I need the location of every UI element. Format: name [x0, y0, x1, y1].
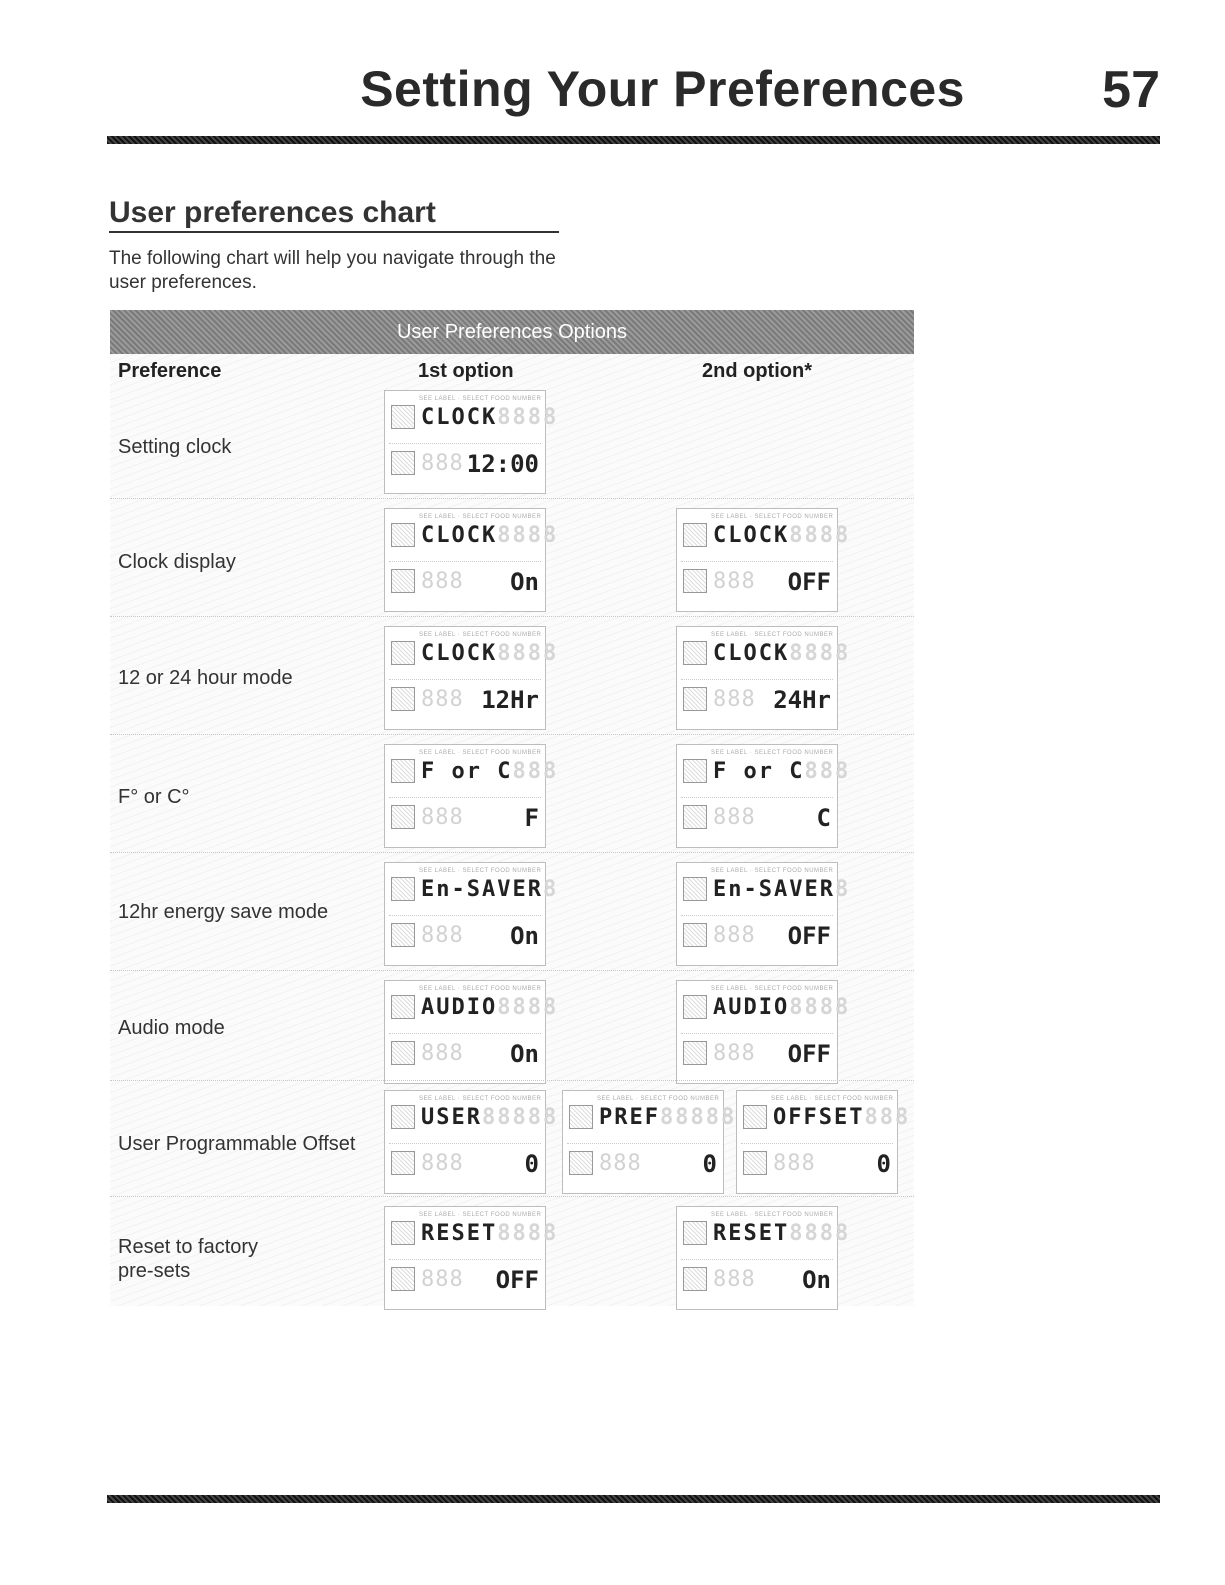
- lcd-display-panel: [676, 508, 851, 612]
- row-divider: [110, 1196, 914, 1197]
- lcd-top-band: [741, 1095, 911, 1144]
- lcd-label-text: SEE LABEL · SELECT FOOD NUMBER: [419, 1096, 542, 1102]
- lcd-label-text: SEE LABEL · SELECT FOOD NUMBER: [711, 868, 834, 874]
- lcd-top-text: CLOCK: [713, 523, 790, 548]
- oven-icon: [391, 923, 415, 947]
- lcd-display-panel: [384, 1206, 559, 1310]
- oven-icon: [391, 1105, 415, 1129]
- lcd-top-text: CLOCK: [421, 405, 498, 430]
- lcd-unlit-digits: 888: [599, 1151, 642, 1176]
- lcd-label-text: SEE LABEL · SELECT FOOD NUMBER: [771, 1096, 894, 1102]
- oven-icon: [743, 1105, 767, 1129]
- lcd-unlit-digits: 888: [713, 1041, 756, 1066]
- oven-icon: [569, 1151, 593, 1175]
- lcd-unlit-segments: 8888: [789, 1221, 851, 1246]
- oven-icon: [683, 877, 707, 901]
- chart-header: User Preferences Options: [110, 310, 914, 354]
- lcd-bottom-readout: OFF: [787, 922, 831, 950]
- lcd-top-band: [389, 1095, 559, 1144]
- lcd-top-text: RESET: [421, 1221, 498, 1246]
- lcd-bottom-readout: OFF: [787, 1040, 831, 1068]
- lcd-unlit-digits: 888: [421, 923, 464, 948]
- lcd-unlit-segments: 888: [864, 1105, 911, 1130]
- lcd-unlit-segments: 8888: [497, 405, 559, 430]
- lcd-label-text: SEE LABEL · SELECT FOOD NUMBER: [711, 986, 834, 992]
- oven-icon: [683, 805, 707, 829]
- lcd-top-text: CLOCK: [713, 641, 790, 666]
- preference-label: User Programmable Offset: [118, 1133, 356, 1155]
- lcd-unlit-segments: 88888: [659, 1105, 737, 1130]
- oven-icon: [391, 641, 415, 665]
- lcd-top-readout: [713, 995, 851, 1021]
- header-rule: [107, 136, 1160, 144]
- lcd-unlit-digits: 888: [421, 1041, 464, 1066]
- lcd-top-band: [389, 749, 559, 798]
- lcd-unlit-digits: 888: [713, 923, 756, 948]
- lcd-top-readout: [713, 641, 851, 667]
- oven-icon: [391, 995, 415, 1019]
- preference-label: 12hr energy save mode: [118, 901, 329, 923]
- oven-icon: [391, 1151, 415, 1175]
- lcd-top-band: [389, 631, 559, 680]
- lcd-top-readout: [421, 1221, 559, 1247]
- row-divider: [110, 616, 914, 617]
- lcd-top-readout: [599, 1105, 737, 1131]
- lcd-display-panel: [384, 1090, 559, 1194]
- lcd-bottom-readout: OFF: [787, 568, 831, 596]
- lcd-display-panel: [676, 980, 851, 1084]
- lcd-top-text: PREF: [599, 1105, 660, 1130]
- lcd-label-text: SEE LABEL · SELECT FOOD NUMBER: [419, 632, 542, 638]
- lcd-unlit-segments: 8888: [497, 641, 559, 666]
- page-header: [0, 60, 1160, 120]
- lcd-unlit-segments: 8888: [497, 1221, 559, 1246]
- oven-icon: [743, 1151, 767, 1175]
- lcd-top-readout: [713, 523, 851, 549]
- lcd-bottom-readout: 12Hr: [481, 686, 539, 714]
- lcd-display-panel: [384, 980, 559, 1084]
- lcd-unlit-segments: 8888: [497, 523, 559, 548]
- lcd-display-panel: [676, 744, 851, 848]
- lcd-display-panel: [384, 626, 559, 730]
- oven-icon: [391, 877, 415, 901]
- lcd-label-text: SEE LABEL · SELECT FOOD NUMBER: [711, 632, 834, 638]
- lcd-top-text: CLOCK: [421, 523, 498, 548]
- oven-icon: [683, 759, 707, 783]
- lcd-bottom-readout: On: [510, 922, 539, 950]
- lcd-top-band: [389, 513, 559, 562]
- lcd-display-panel: [384, 390, 559, 494]
- lcd-unlit-digits: 888: [421, 805, 464, 830]
- lcd-top-readout: [421, 995, 559, 1021]
- lcd-top-readout: [713, 877, 851, 903]
- lcd-unlit-segments: 8888: [789, 523, 851, 548]
- lcd-label-text: SEE LABEL · SELECT FOOD NUMBER: [419, 750, 542, 756]
- lcd-unlit-digits: 888: [421, 451, 464, 476]
- lcd-top-text: RESET: [713, 1221, 790, 1246]
- lcd-unlit-segments: 8888: [789, 995, 851, 1020]
- lcd-top-band: [681, 749, 851, 798]
- preference-label: Reset to factory pre-sets: [118, 1236, 259, 1282]
- oven-icon: [683, 523, 707, 547]
- lcd-top-band: [681, 985, 851, 1034]
- row-divider: [110, 498, 914, 499]
- lcd-top-band: [389, 867, 559, 916]
- lcd-top-text: AUDIO: [421, 995, 498, 1020]
- intro-text: The following chart will help you navigate through the user preferences.: [109, 248, 556, 293]
- row-divider: [110, 734, 914, 735]
- oven-icon: [391, 1267, 415, 1291]
- lcd-top-band: [389, 395, 559, 444]
- lcd-unlit-digits: 888: [713, 569, 756, 594]
- lcd-bottom-readout: 24Hr: [773, 686, 831, 714]
- lcd-label-text: SEE LABEL · SELECT FOOD NUMBER: [419, 514, 542, 520]
- lcd-unlit-digits: 888: [421, 687, 464, 712]
- lcd-top-band: [681, 1211, 851, 1260]
- oven-icon: [683, 641, 707, 665]
- lcd-unlit-segments: 88888: [481, 1105, 559, 1130]
- lcd-unlit-segments: 888: [512, 759, 559, 784]
- column-header-2nd-option: 2nd option*: [702, 360, 812, 382]
- lcd-bottom-readout: 0: [702, 1150, 717, 1178]
- lcd-label-text: SEE LABEL · SELECT FOOD NUMBER: [419, 986, 542, 992]
- preference-label: F° or C°: [118, 786, 190, 808]
- oven-icon: [683, 923, 707, 947]
- oven-icon: [391, 451, 415, 475]
- lcd-top-text: OFFSET: [773, 1105, 865, 1130]
- lcd-top-readout: [421, 1105, 559, 1131]
- oven-icon: [391, 1221, 415, 1245]
- preference-label: 12 or 24 hour mode: [118, 667, 293, 689]
- lcd-top-readout: [713, 1221, 851, 1247]
- preference-label: Setting clock: [118, 436, 232, 458]
- preference-label: Audio mode: [118, 1017, 225, 1039]
- lcd-top-band: [567, 1095, 737, 1144]
- lcd-label-text: SEE LABEL · SELECT FOOD NUMBER: [597, 1096, 720, 1102]
- lcd-top-text: CLOCK: [421, 641, 498, 666]
- oven-icon: [391, 687, 415, 711]
- oven-icon: [391, 1041, 415, 1065]
- lcd-top-readout: [713, 759, 851, 785]
- lcd-top-readout: [773, 1105, 911, 1131]
- lcd-display-panel: [384, 862, 559, 966]
- lcd-unlit-segments: 8888: [497, 995, 559, 1020]
- lcd-top-band: [389, 1211, 559, 1260]
- lcd-label-text: SEE LABEL · SELECT FOOD NUMBER: [711, 750, 834, 756]
- lcd-bottom-readout: On: [510, 1040, 539, 1068]
- footer-rule: [107, 1495, 1160, 1503]
- lcd-display-panel: [384, 508, 559, 612]
- lcd-bottom-readout: F: [524, 804, 539, 832]
- lcd-unlit-digits: 888: [421, 1267, 464, 1292]
- oven-icon: [683, 1267, 707, 1291]
- oven-icon: [391, 405, 415, 429]
- lcd-top-text: AUDIO: [713, 995, 790, 1020]
- row-divider: [110, 852, 914, 853]
- lcd-display-panel: [384, 744, 559, 848]
- lcd-bottom-readout: 12:00: [466, 450, 539, 478]
- lcd-label-text: SEE LABEL · SELECT FOOD NUMBER: [419, 1212, 542, 1218]
- lcd-bottom-readout: OFF: [495, 1266, 539, 1294]
- lcd-top-text: USER: [421, 1105, 482, 1130]
- oven-icon: [391, 523, 415, 547]
- user-preferences-chart: [110, 310, 914, 1306]
- lcd-top-readout: [421, 523, 559, 549]
- section-heading: User preferences chart: [109, 196, 559, 233]
- oven-icon: [391, 759, 415, 783]
- lcd-label-text: SEE LABEL · SELECT FOOD NUMBER: [711, 514, 834, 520]
- lcd-unlit-segments: 8888: [789, 641, 851, 666]
- lcd-unlit-segments: 888: [804, 759, 851, 784]
- lcd-top-text: En-SAVER: [713, 877, 835, 902]
- lcd-top-band: [681, 867, 851, 916]
- lcd-unlit-segments: 8: [542, 877, 559, 902]
- lcd-top-readout: [421, 641, 559, 667]
- lcd-unlit-segments: 8: [834, 877, 851, 902]
- oven-icon: [683, 1221, 707, 1245]
- lcd-display-panel: [676, 626, 851, 730]
- oven-icon: [391, 805, 415, 829]
- lcd-top-readout: [421, 759, 559, 785]
- lcd-top-band: [389, 985, 559, 1034]
- column-header-preference: Preference: [118, 360, 222, 382]
- row-divider: [110, 970, 914, 971]
- lcd-display-panel: [736, 1090, 911, 1194]
- oven-icon: [683, 687, 707, 711]
- lcd-bottom-readout: On: [802, 1266, 831, 1294]
- oven-icon: [683, 1041, 707, 1065]
- lcd-bottom-readout: 0: [876, 1150, 891, 1178]
- oven-icon: [683, 995, 707, 1019]
- lcd-bottom-readout: On: [510, 568, 539, 596]
- oven-icon: [569, 1105, 593, 1129]
- lcd-bottom-readout: 0: [524, 1150, 539, 1178]
- lcd-top-readout: [421, 877, 559, 903]
- lcd-unlit-digits: 888: [713, 805, 756, 830]
- lcd-label-text: SEE LABEL · SELECT FOOD NUMBER: [419, 396, 542, 402]
- lcd-top-text: F or C: [421, 759, 513, 784]
- oven-icon: [391, 569, 415, 593]
- lcd-display-panel: [676, 1206, 851, 1310]
- lcd-top-readout: [421, 405, 559, 431]
- lcd-label-text: SEE LABEL · SELECT FOOD NUMBER: [419, 868, 542, 874]
- lcd-unlit-digits: 888: [713, 1267, 756, 1292]
- column-header-1st-option: 1st option: [418, 360, 514, 382]
- page-title: Setting Your Preferences: [360, 61, 965, 117]
- lcd-top-band: [681, 631, 851, 680]
- lcd-display-panel: [676, 862, 851, 966]
- lcd-label-text: SEE LABEL · SELECT FOOD NUMBER: [711, 1212, 834, 1218]
- lcd-unlit-digits: 888: [421, 1151, 464, 1176]
- lcd-top-text: F or C: [713, 759, 805, 784]
- oven-icon: [683, 569, 707, 593]
- lcd-display-panel: [562, 1090, 737, 1194]
- row-divider: [110, 1080, 914, 1081]
- lcd-top-text: En-SAVER: [421, 877, 543, 902]
- lcd-bottom-readout: C: [816, 804, 831, 832]
- lcd-top-band: [681, 513, 851, 562]
- lcd-unlit-digits: 888: [773, 1151, 816, 1176]
- lcd-unlit-digits: 888: [421, 569, 464, 594]
- lcd-unlit-digits: 888: [713, 687, 756, 712]
- page-number: 57: [1102, 61, 1160, 119]
- preference-label: Clock display: [118, 551, 236, 573]
